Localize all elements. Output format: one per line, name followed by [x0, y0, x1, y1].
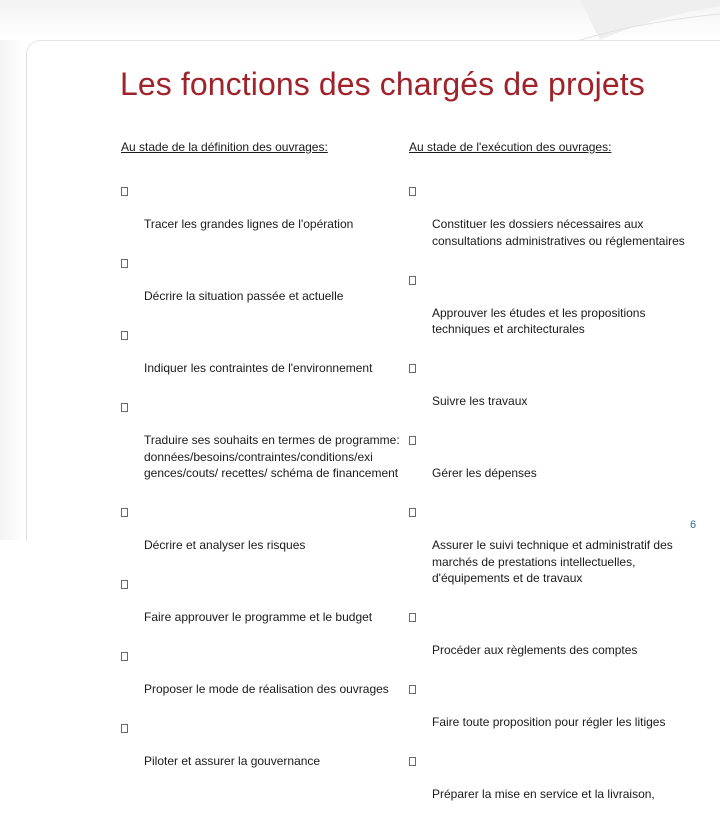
square-bullet-icon [409, 613, 416, 622]
square-bullet-icon [121, 187, 128, 196]
list-item [121, 399, 406, 498]
list-item-text: Constituer les dossiers nécessaires aux consultations administratives ou réglementaires [432, 217, 685, 248]
list-item-text: Approuver les études et les propositions techniques et architecturales [432, 305, 646, 336]
list-item [409, 272, 694, 355]
list-item [121, 255, 406, 321]
list-item-text: Décrire la situation passée et actuelle [144, 289, 344, 303]
list-item-text: Traduire ses souhaits en termes de programme: données/besoins/contraintes/conditions/exi gences/couts/ recettes/ schéma de financement [144, 433, 400, 480]
list-item [121, 576, 406, 642]
list-item [409, 360, 694, 426]
slide-title: Les fonctions des chargés de projets [120, 66, 645, 102]
square-bullet-icon [121, 652, 128, 661]
list-item-text: Procéder aux règlements des comptes [432, 643, 638, 657]
slide-left-band [0, 40, 24, 540]
execution-column [409, 140, 694, 801]
square-bullet-icon [121, 580, 128, 589]
square-bullet-icon [121, 508, 128, 517]
list-item [121, 183, 406, 249]
list-item-text: Suivre les travaux [432, 394, 528, 408]
list-item-text: Décrire et analyser les risques [144, 538, 306, 552]
list-item [409, 753, 694, 819]
list-item-text: Tracer les grandes lignes de l'opération [144, 217, 354, 231]
definition-list [121, 183, 406, 792]
list-item [121, 504, 406, 570]
list-item-text: Faire approuver le programme et le budget [144, 610, 373, 624]
list-item-text: Proposer le mode de réalisation des ouvrages [144, 682, 389, 696]
definition-column [121, 140, 406, 768]
list-item [121, 720, 406, 786]
list-item [409, 432, 694, 498]
list-item-text: Faire toute proposition pour régler les litiges [432, 715, 666, 729]
page-number: 6 [690, 519, 697, 531]
list-item-text: Indiquer les contraintes de l'environnement [144, 361, 373, 375]
list-item [409, 183, 694, 266]
definition-heading: Au stade de la définition des ouvrages: [121, 140, 328, 154]
square-bullet-icon [409, 276, 416, 285]
list-item-text: Gérer les dépenses [432, 466, 537, 480]
list-item [409, 504, 697, 603]
list-item-text: Piloter et assurer la gouvernance [144, 754, 321, 768]
corner-decoration [580, 0, 720, 40]
square-bullet-icon [409, 436, 416, 445]
square-bullet-icon [409, 508, 416, 517]
square-bullet-icon [121, 331, 128, 340]
square-bullet-icon [409, 685, 416, 694]
list-item [121, 648, 406, 714]
square-bullet-icon [409, 757, 416, 766]
list-item [409, 681, 694, 747]
square-bullet-icon [121, 403, 128, 412]
execution-heading: Au stade de l'exécution des ouvrages: [409, 140, 612, 154]
list-item [409, 609, 694, 675]
list-item-text: Assurer le suivi technique et administratif des marchés de prestations intellectuelles, d'équipements et de travaux [432, 538, 673, 585]
list-item [121, 327, 406, 393]
square-bullet-icon [121, 724, 128, 733]
square-bullet-icon [409, 364, 416, 373]
execution-list [409, 183, 697, 825]
list-item-text: Préparer la mise en service et la livraison, [432, 787, 655, 801]
square-bullet-icon [409, 187, 416, 196]
square-bullet-icon [121, 259, 128, 268]
